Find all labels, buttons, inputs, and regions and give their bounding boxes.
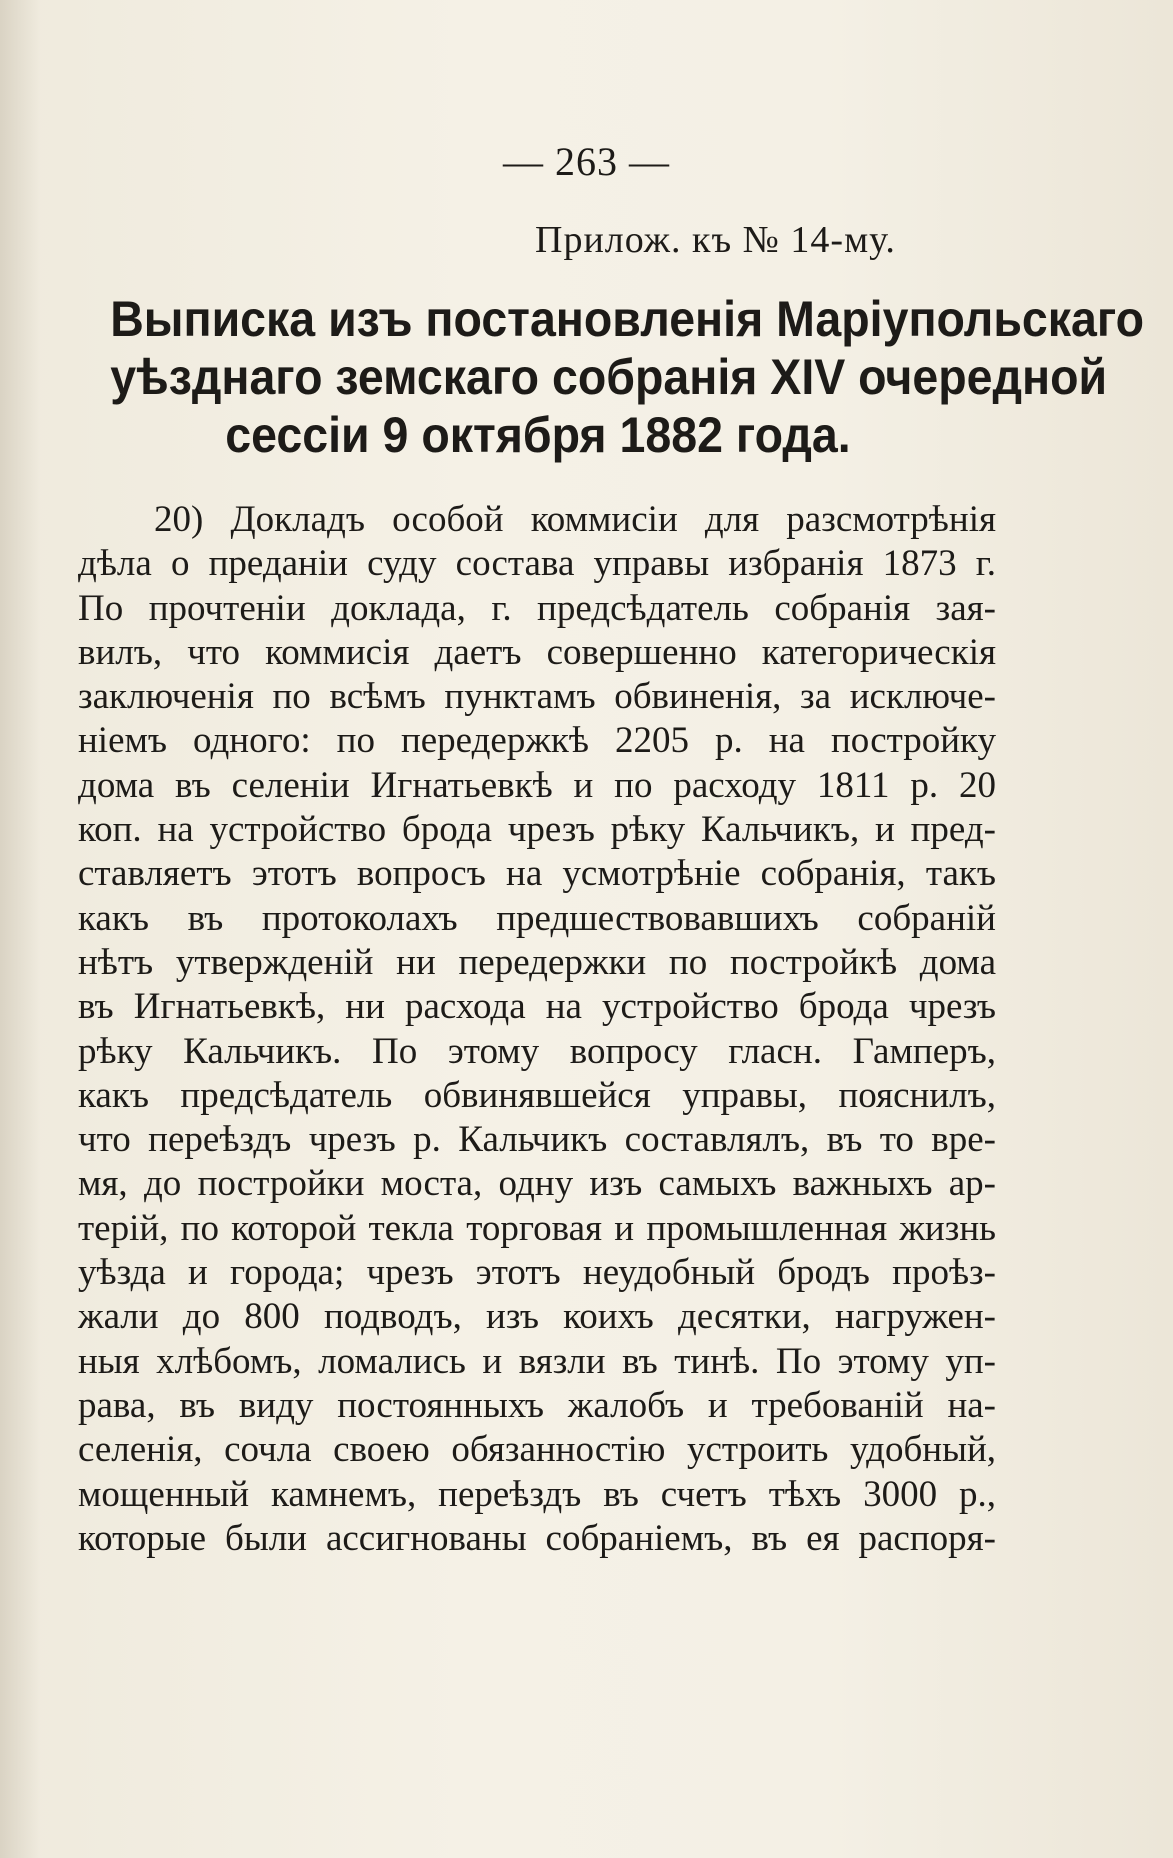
text-line: терій, по которой текла торговая и промышленная жизнь (78, 1207, 996, 1249)
text-line: какъ предсѣдатель обвинявшейся управы, пояснилъ, (78, 1074, 996, 1116)
document-title (110, 290, 1145, 464)
text-line: дѣла о преданіи суду состава управы избранія 1873 г. (78, 543, 996, 585)
text-line: жали до 800 подводъ, изъ коихъ десятки, нагружен- (78, 1296, 996, 1338)
text-line: какъ въ протоколахъ предшествовавшихъ собраній (78, 897, 996, 939)
text-line: селенія, сочла своею обязанностію устроить удобный, (78, 1429, 996, 1471)
text-line: нѣтъ утвержденій ни передержки по постройкѣ дома (78, 941, 996, 983)
text-line: уѣзда и города; чрезъ этотъ неудобный бродъ проѣз- (78, 1252, 996, 1294)
text-line: 20) Докладъ особой коммисіи для разсмотрѣнія (154, 499, 996, 540)
text-line: ніемъ одного: по передержкѣ 2205 р. на постройку (78, 720, 996, 762)
text-line: что переѣздъ чрезъ р. Кальчикъ составлялъ, въ то вре- (78, 1119, 996, 1161)
spine-shadow (0, 0, 40, 1858)
title-line: Выписка изъ постановленія Маріупольскаго (110, 291, 1145, 347)
page-number: — 263 — (503, 139, 670, 184)
text-line: рѣку Кальчикъ. По этому вопросу гласн. Гамперъ, (78, 1030, 996, 1072)
title-line: уѣзднаго земскаго собранія XIV очередной (110, 349, 1108, 405)
text-line: ставляетъ этотъ вопросъ на усмотрѣніе собранія, такъ (78, 853, 996, 895)
appendix-note: Прилож. къ № 14-му. (535, 219, 896, 261)
text-line: По прочтеніи доклада, г. предсѣдатель собранія зая- (78, 587, 996, 629)
text-line: коп. на устройство брода чрезъ рѣку Кальчикъ, и пред- (78, 809, 996, 851)
title-line: сессіи 9 октября 1882 года. (225, 407, 851, 463)
text-line: мя, до постройки моста, одну изъ самыхъ важныхъ ар- (78, 1163, 996, 1205)
text-line: которые были ассигнованы собраніемъ, въ ея распоря- (78, 1517, 996, 1559)
text-line: дома въ селеніи Игнатьевкѣ и по расходу 1811 р. 20 (78, 764, 996, 806)
text-line: мощенный камнемъ, переѣздъ въ счетъ тѣхъ 3000 р., (78, 1473, 996, 1515)
text-line: ныя хлѣбомъ, ломались и вязли въ тинѣ. По этому уп- (78, 1340, 996, 1382)
text-line: рава, въ виду постоянныхъ жалобъ и требованій на- (78, 1384, 996, 1426)
text-line: въ Игнатьевкѣ, ни расхода на устройство брода чрезъ (78, 986, 996, 1028)
text-line: вилъ, что коммисія даетъ совершенно категорическія (78, 631, 996, 673)
text-line: заключенія по всѣмъ пунктамъ обвиненія, за исключе- (78, 676, 996, 718)
body-text (78, 498, 996, 1561)
